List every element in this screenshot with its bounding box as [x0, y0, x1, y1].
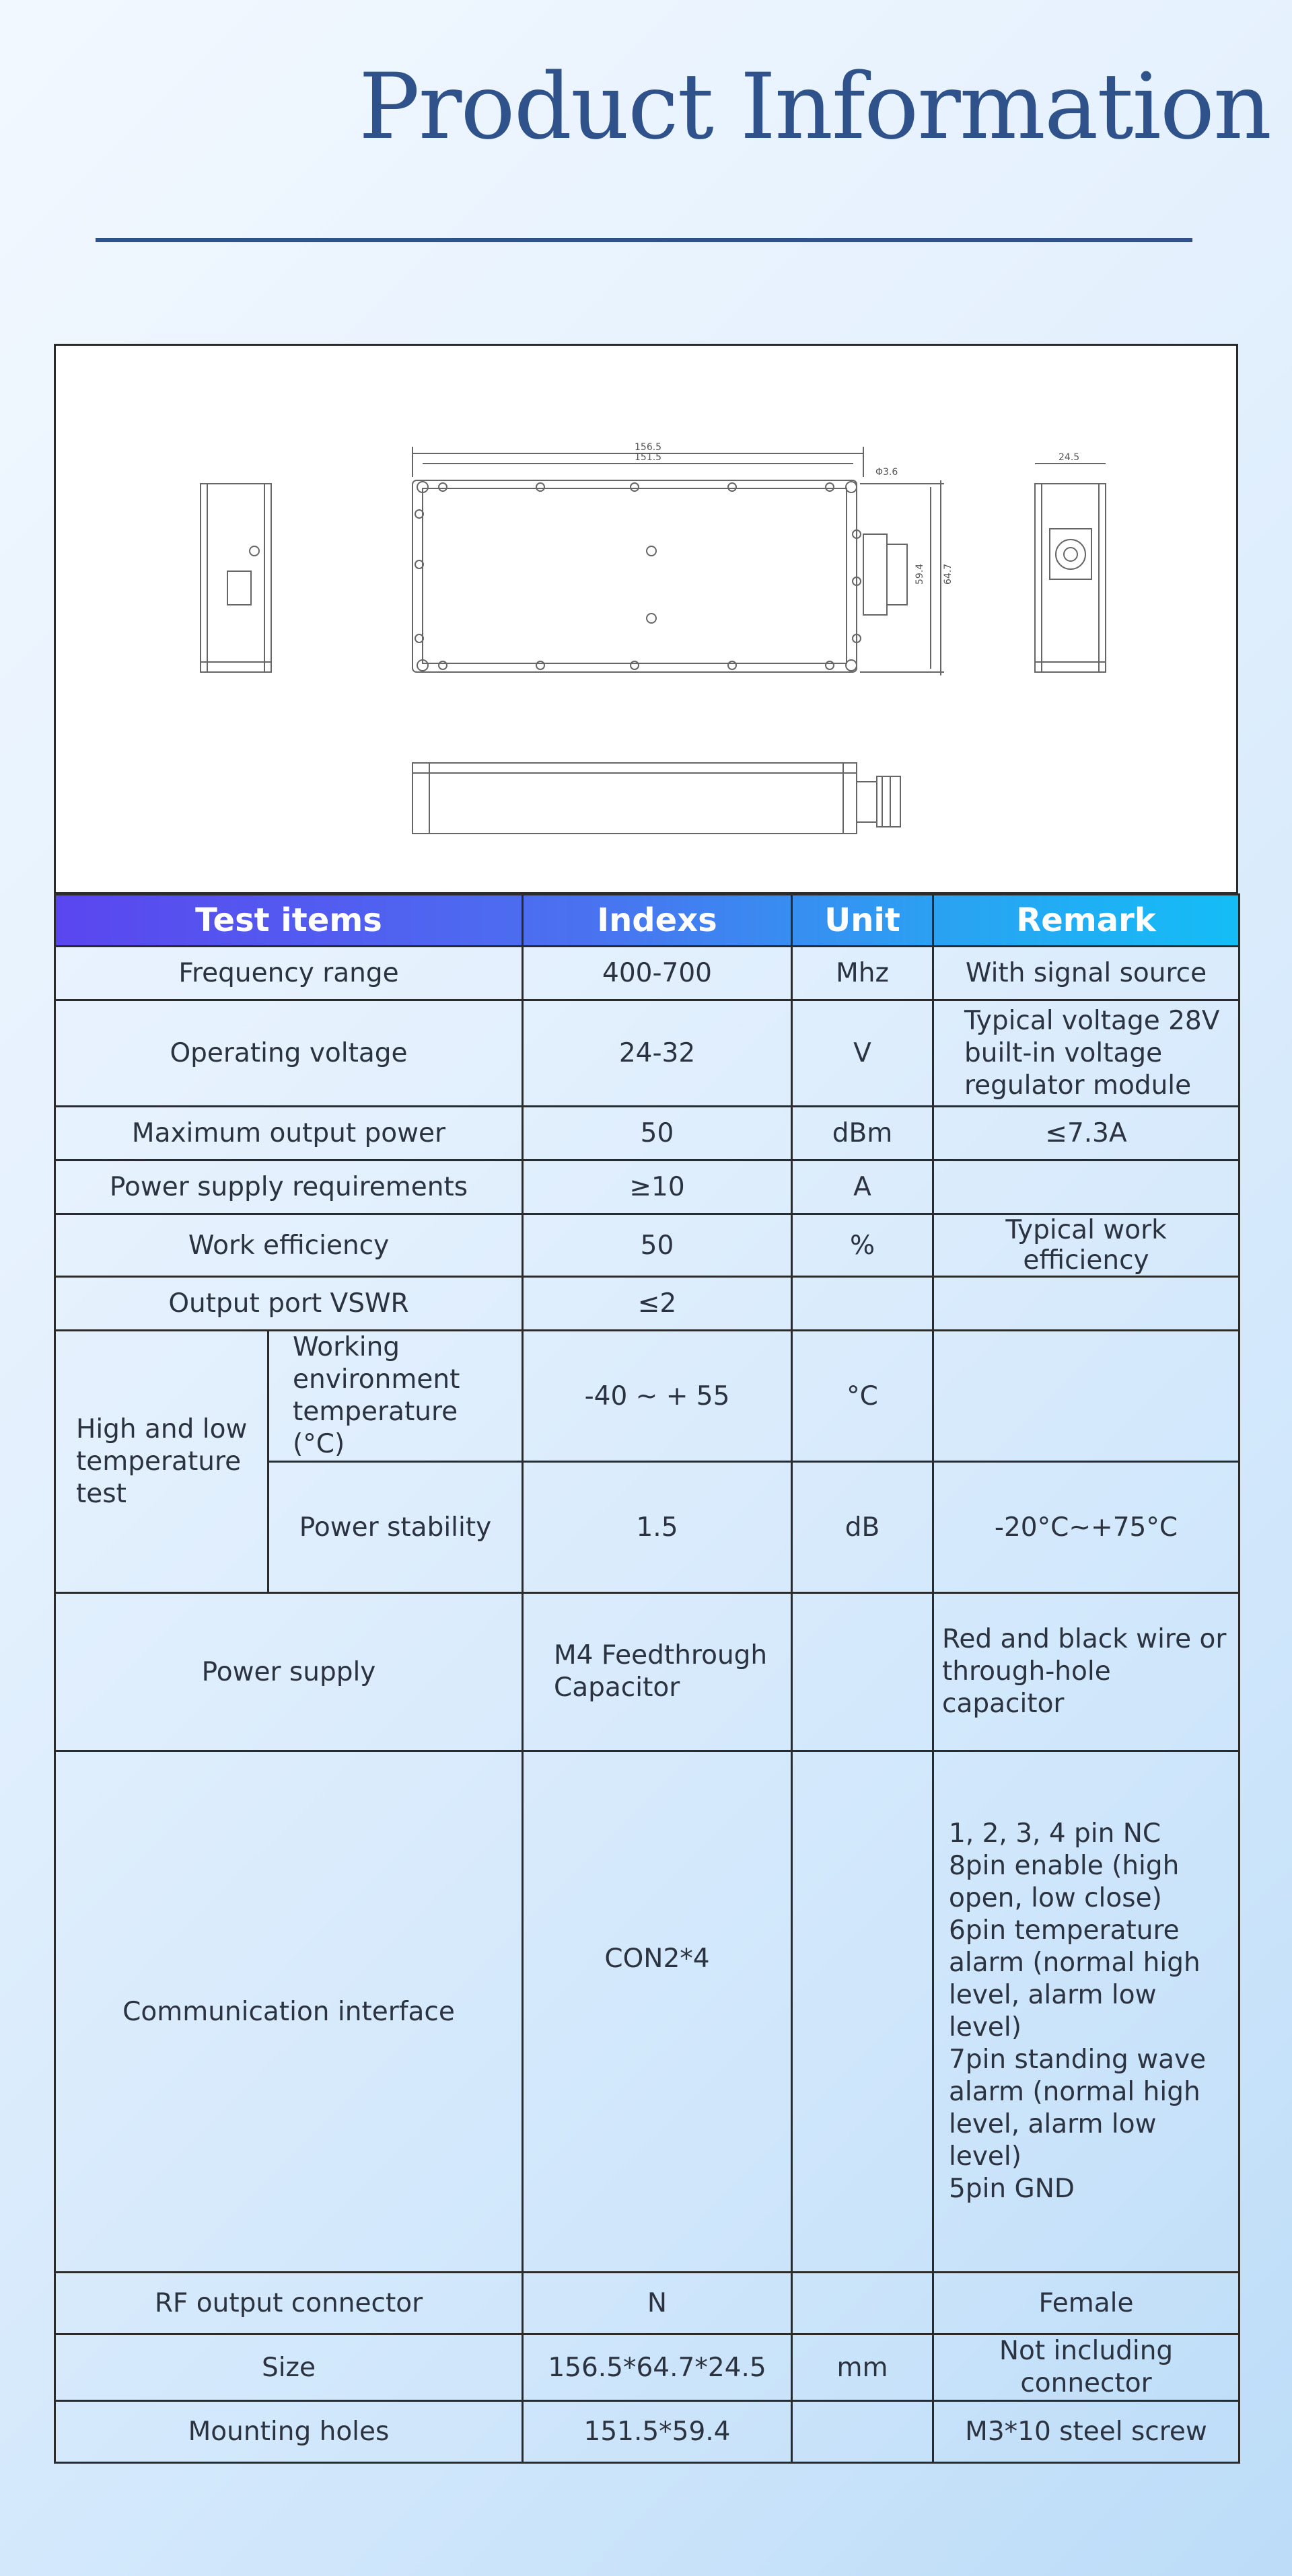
- cell-remark: [933, 1161, 1240, 1214]
- dim-height-outer: 64.7: [943, 563, 954, 585]
- cell-index: ≤2: [523, 1277, 792, 1331]
- dim-length-inner: 151.5: [635, 452, 662, 463]
- cell-index: 151.5*59.4: [523, 2401, 792, 2463]
- cell-item: Work efficiency: [55, 1214, 523, 1277]
- table-row: [55, 2334, 1240, 2401]
- cell-index: -40 ~ + 55: [523, 1331, 792, 1462]
- table-row: [55, 2273, 1240, 2334]
- cell-index: 50: [523, 1107, 792, 1161]
- table-row: [55, 1214, 1240, 1277]
- cell-index: M4 Feedthrough Capacitor: [523, 1593, 792, 1751]
- cell-index: 400-700: [523, 947, 792, 1000]
- table-row: [55, 2401, 1240, 2463]
- cell-remark: Typical work efficiency: [933, 1214, 1240, 1277]
- dim-side-width: 24.5: [1058, 452, 1080, 463]
- table-row: [55, 1161, 1240, 1214]
- side-view: [412, 763, 900, 834]
- cell-index: 156.5*64.7*24.5: [523, 2334, 792, 2401]
- cell-unit: [792, 2273, 933, 2334]
- top-view: [412, 442, 954, 675]
- cell-item: RF output connector: [55, 2273, 523, 2334]
- cell-index: ≥10: [523, 1161, 792, 1214]
- table-row: [55, 1751, 1240, 2273]
- cell-remark: ≤7.3A: [933, 1107, 1240, 1161]
- cell-remark: With signal source: [933, 947, 1240, 1000]
- cell-index: 1.5: [523, 1462, 792, 1593]
- cell-remark: Not including connector: [933, 2334, 1240, 2401]
- table-row: [55, 1593, 1240, 1751]
- cell-unit: Mhz: [792, 947, 933, 1000]
- cell-unit: dBm: [792, 1107, 933, 1161]
- dim-height-inner: 59.4: [914, 563, 925, 585]
- cell-unit: %: [792, 1214, 933, 1277]
- cell-unit: dB: [792, 1462, 933, 1593]
- cell-item: Mounting holes: [55, 2401, 523, 2463]
- cell-unit: [792, 1593, 933, 1751]
- header-unit: Unit: [792, 895, 933, 947]
- cell-remark: 1, 2, 3, 4 pin NC 8pin enable (high open, low close) 6pin temperature alarm (normal high level, alarm low level) 7pin standing wave alarm (normal high level, alarm low level) 5pin GND: [933, 1751, 1240, 2273]
- cell-unit: °C: [792, 1331, 933, 1462]
- cell-index: 50: [523, 1214, 792, 1277]
- cell-remark: -20°C~+75°C: [933, 1462, 1240, 1593]
- cell-index: CON2*4: [523, 1751, 792, 2273]
- table-row: [55, 1107, 1240, 1161]
- header-remark: Remark: [933, 895, 1240, 947]
- table-row: [55, 947, 1240, 1000]
- cell-index: N: [523, 2273, 792, 2334]
- cell-item: Frequency range: [55, 947, 523, 1000]
- cell-unit: V: [792, 1000, 933, 1107]
- cell-unit: mm: [792, 2334, 933, 2401]
- header-test-items: Test items: [55, 895, 523, 947]
- technical-drawing: [54, 344, 1238, 894]
- cell-remark: Typical voltage 28V built-in voltage regulator module: [933, 1000, 1240, 1107]
- page-title: Product Information: [359, 54, 1270, 159]
- cell-item: Communication interface: [55, 1751, 523, 2273]
- cell-remark: [933, 1331, 1240, 1462]
- cell-item: Power stability: [268, 1462, 523, 1593]
- cell-index: 24-32: [523, 1000, 792, 1107]
- right-end-view: [1035, 452, 1106, 672]
- cell-remark: Red and black wire or through-hole capacitor: [933, 1593, 1240, 1751]
- title-divider: [96, 238, 1192, 242]
- cell-item: Maximum output power: [55, 1107, 523, 1161]
- cell-unit: A: [792, 1161, 933, 1214]
- table-row: [55, 1000, 1240, 1107]
- header-indexs: Indexs: [523, 895, 792, 947]
- cell-item: Size: [55, 2334, 523, 2401]
- cell-unit: [792, 2401, 933, 2463]
- cell-item: Power supply requirements: [55, 1161, 523, 1214]
- table-header-row: [55, 895, 1240, 947]
- table-row: [55, 1277, 1240, 1331]
- cell-group-temperature-test: High and low temperature test: [55, 1331, 268, 1593]
- cell-remark: Female: [933, 2273, 1240, 2334]
- dim-length-outer: 156.5: [635, 442, 662, 453]
- cell-item: Working environment temperature (°C): [268, 1331, 523, 1462]
- dim-hole: Φ3.6: [875, 467, 898, 478]
- table-row: [55, 1331, 1240, 1462]
- cell-item: Operating voltage: [55, 1000, 523, 1107]
- cell-unit: [792, 1277, 933, 1331]
- cell-remark: M3*10 steel screw: [933, 2401, 1240, 2463]
- spec-table: [54, 893, 1240, 2464]
- left-end-view: [201, 484, 271, 672]
- cell-unit: [792, 1751, 933, 2273]
- cell-item: Power supply: [55, 1593, 523, 1751]
- cell-item: Output port VSWR: [55, 1277, 523, 1331]
- cell-remark: [933, 1277, 1240, 1331]
